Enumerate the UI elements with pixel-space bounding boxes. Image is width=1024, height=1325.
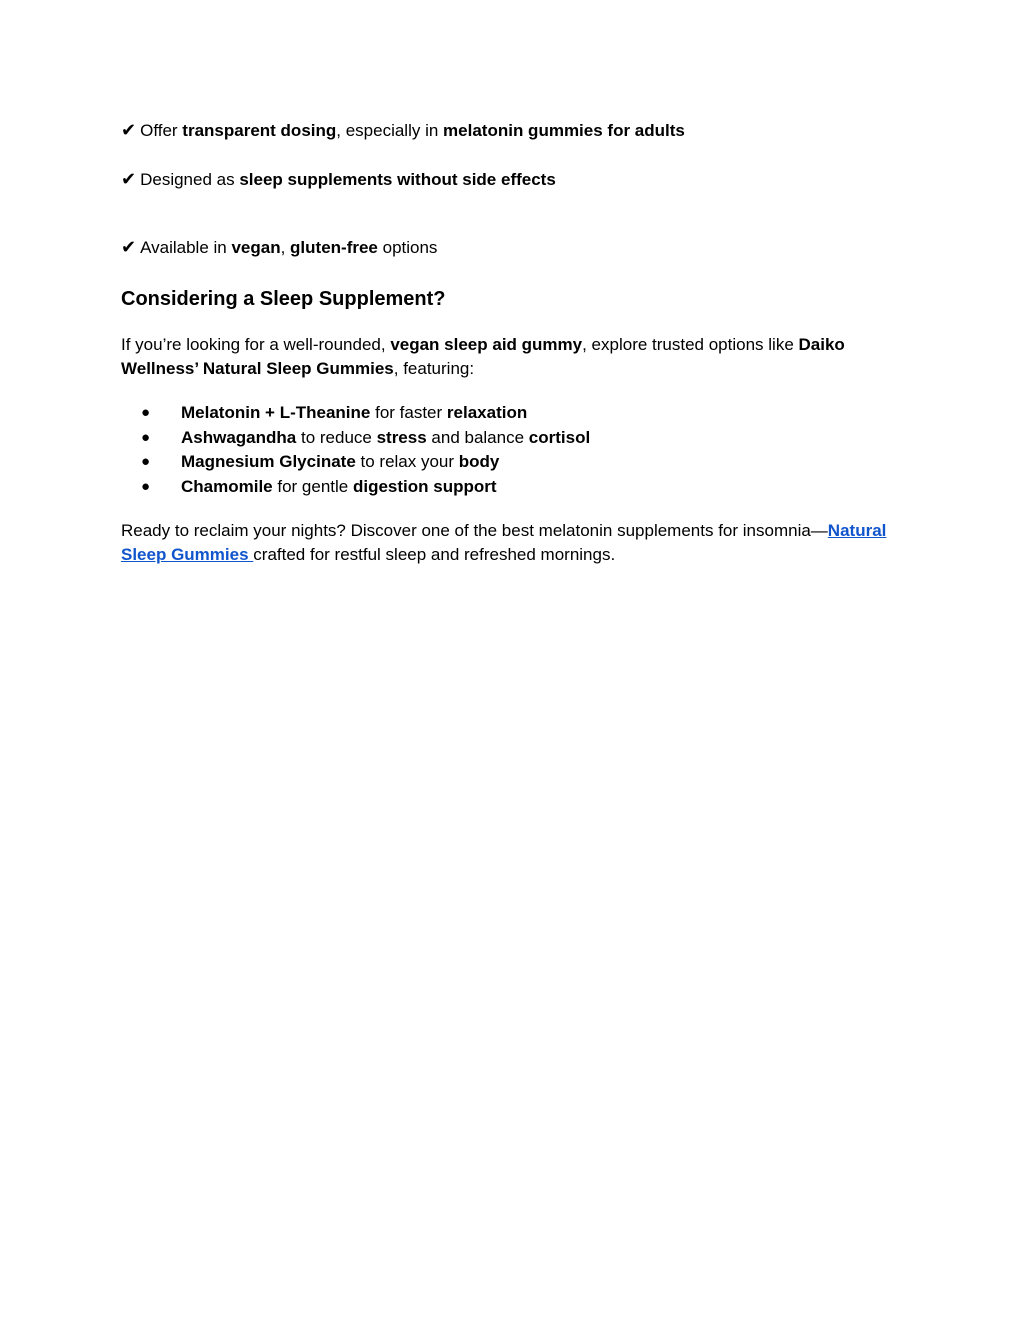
feature-bold: stress	[376, 427, 427, 447]
bullet-icon: ●	[141, 404, 151, 421]
checklist-bold: vegan	[231, 238, 281, 257]
checklist-bold: sleep supplements without side effects	[239, 170, 556, 189]
feature-bold: Ashwagandha	[181, 427, 297, 447]
feature-bold: relaxation	[446, 403, 528, 422]
feature-list	[121, 401, 590, 499]
closing-paragraph	[121, 519, 911, 567]
feature-bold: Melatonin + L-Theanine	[181, 403, 371, 422]
closing-text: crafted for restful sleep and refreshed mornings.	[253, 545, 616, 564]
feature-text: and balance	[426, 427, 529, 447]
bullet-icon: ●	[141, 477, 151, 495]
checkmark-icon: ✔	[121, 169, 137, 190]
checklist-item-transparent-dosing	[121, 119, 685, 143]
checklist-text: options	[377, 238, 438, 257]
checklist-bold: gluten-free	[290, 238, 378, 257]
list-item	[121, 450, 590, 475]
list-item	[121, 475, 590, 500]
natural-sleep-gummies-link[interactable]: Natural Sleep Gummies	[121, 521, 887, 564]
checklist-text: ,	[280, 238, 291, 257]
closing-text: Ready to reclaim your nights? Discover one of the best melatonin supplements for insomnia—	[121, 521, 828, 540]
intro-bold: vegan sleep aid gummy	[390, 335, 583, 354]
intro-paragraph	[121, 333, 911, 381]
checkmark-icon: ✔	[121, 120, 137, 141]
feature-bold: Magnesium Glycinate	[181, 452, 356, 471]
checklist-item-vegan	[121, 236, 437, 260]
feature-text: to reduce	[296, 427, 377, 447]
feature-bold: Chamomile	[181, 476, 273, 496]
checklist-text: Offer	[140, 121, 183, 140]
intro-bold: Daiko Wellness’ Natural Sleep Gummies	[121, 335, 845, 378]
checklist-bold: melatonin gummies for adults	[443, 121, 685, 140]
feature-text: for gentle	[272, 476, 353, 496]
checkmark-icon: ✔	[121, 237, 137, 258]
feature-bold: digestion support	[352, 476, 497, 496]
feature-text: to relax your	[355, 452, 459, 471]
bullet-icon: ●	[141, 453, 151, 470]
list-item	[121, 426, 590, 451]
section-heading: Considering a Sleep Supplement?	[121, 288, 446, 310]
checklist-item-side-effects	[121, 168, 556, 192]
bullet-icon: ●	[141, 428, 151, 446]
feature-text: for faster	[370, 403, 447, 422]
checklist-text: Available in	[140, 238, 232, 257]
feature-bold: body	[458, 452, 500, 471]
intro-text: If you’re looking for a well-rounded,	[121, 335, 391, 354]
checklist-text: , especially in	[336, 121, 444, 140]
checklist-bold: transparent dosing	[182, 121, 337, 140]
intro-text: , featuring:	[393, 359, 475, 378]
feature-bold: cortisol	[528, 427, 591, 447]
list-item	[121, 401, 590, 426]
intro-text: , explore trusted options like	[582, 335, 799, 354]
checklist-text: Designed as	[140, 170, 240, 189]
